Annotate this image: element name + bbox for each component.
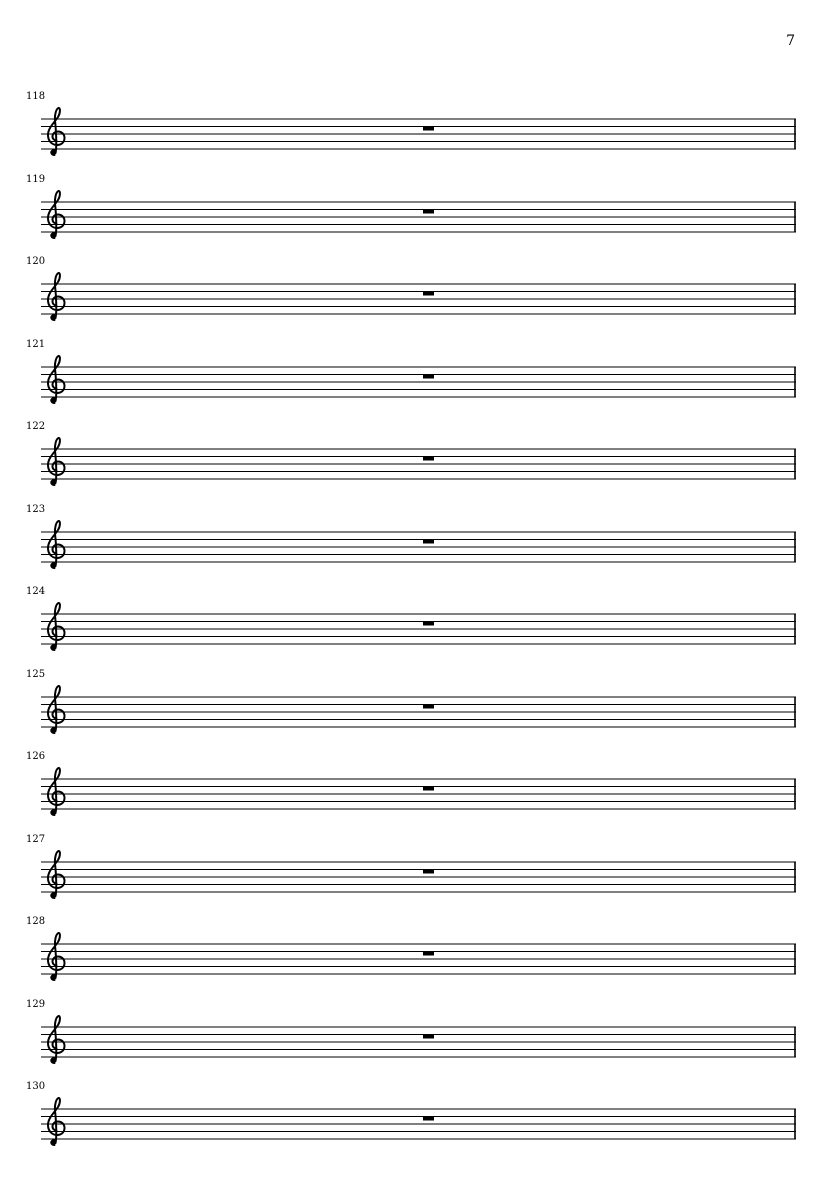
staff <box>41 1094 796 1164</box>
staff-system <box>0 834 835 909</box>
staff-system <box>0 669 835 744</box>
whole-rest-icon <box>423 292 434 296</box>
treble-clef-icon <box>48 438 65 485</box>
whole-rest-icon <box>423 127 434 131</box>
treble-clef-icon <box>48 356 65 403</box>
whole-rest-icon <box>423 540 434 544</box>
staff <box>41 187 796 257</box>
staff <box>41 269 796 339</box>
staff <box>41 847 796 917</box>
staff-system <box>0 916 835 991</box>
staff <box>41 352 796 422</box>
treble-clef-icon <box>48 191 65 238</box>
treble-clef-icon <box>48 851 65 898</box>
whole-rest-icon <box>423 457 434 461</box>
measure-number: 130 <box>26 1081 46 1092</box>
whole-rest-icon <box>423 705 434 709</box>
staff-system <box>0 999 835 1074</box>
measure-number: 123 <box>26 504 46 515</box>
staff-system <box>0 256 835 331</box>
measure-number: 124 <box>26 586 46 597</box>
whole-rest-icon <box>423 210 434 214</box>
treble-clef-icon <box>48 1016 65 1063</box>
staff <box>41 764 796 834</box>
staff-system <box>0 174 835 249</box>
staff <box>41 517 796 587</box>
treble-clef-icon <box>48 686 65 733</box>
whole-rest-icon <box>423 1035 434 1039</box>
staff-system <box>0 1081 835 1156</box>
whole-rest-icon <box>423 1117 434 1121</box>
treble-clef-icon <box>48 768 65 815</box>
whole-rest-icon <box>423 952 434 956</box>
whole-rest-icon <box>423 787 434 791</box>
measure-number: 129 <box>26 999 46 1010</box>
staff-system <box>0 421 835 496</box>
staff-system <box>0 586 835 661</box>
treble-clef-icon <box>48 273 65 320</box>
treble-clef-icon <box>48 933 65 980</box>
measure-number: 127 <box>26 834 46 845</box>
measure-number: 128 <box>26 916 46 927</box>
treble-clef-icon <box>48 108 65 155</box>
staff-system <box>0 504 835 579</box>
measure-number: 122 <box>26 421 46 432</box>
measure-number: 121 <box>26 339 46 350</box>
treble-clef-icon <box>48 521 65 568</box>
treble-clef-icon <box>48 1098 65 1145</box>
page-number: 7 <box>786 33 795 49</box>
measure-number: 120 <box>26 256 46 267</box>
staff <box>41 929 796 999</box>
staff-system <box>0 91 835 166</box>
whole-rest-icon <box>423 375 434 379</box>
staff <box>41 104 796 174</box>
staff-system <box>0 751 835 826</box>
whole-rest-icon <box>423 870 434 874</box>
treble-clef-icon <box>48 603 65 650</box>
measure-number: 119 <box>26 174 46 185</box>
staff <box>41 599 796 669</box>
measure-number: 125 <box>26 669 46 680</box>
measure-number: 126 <box>26 751 46 762</box>
staff <box>41 1012 796 1082</box>
whole-rest-icon <box>423 622 434 626</box>
staff <box>41 682 796 752</box>
measure-number: 118 <box>26 91 46 102</box>
staff-system <box>0 339 835 414</box>
staff <box>41 434 796 504</box>
